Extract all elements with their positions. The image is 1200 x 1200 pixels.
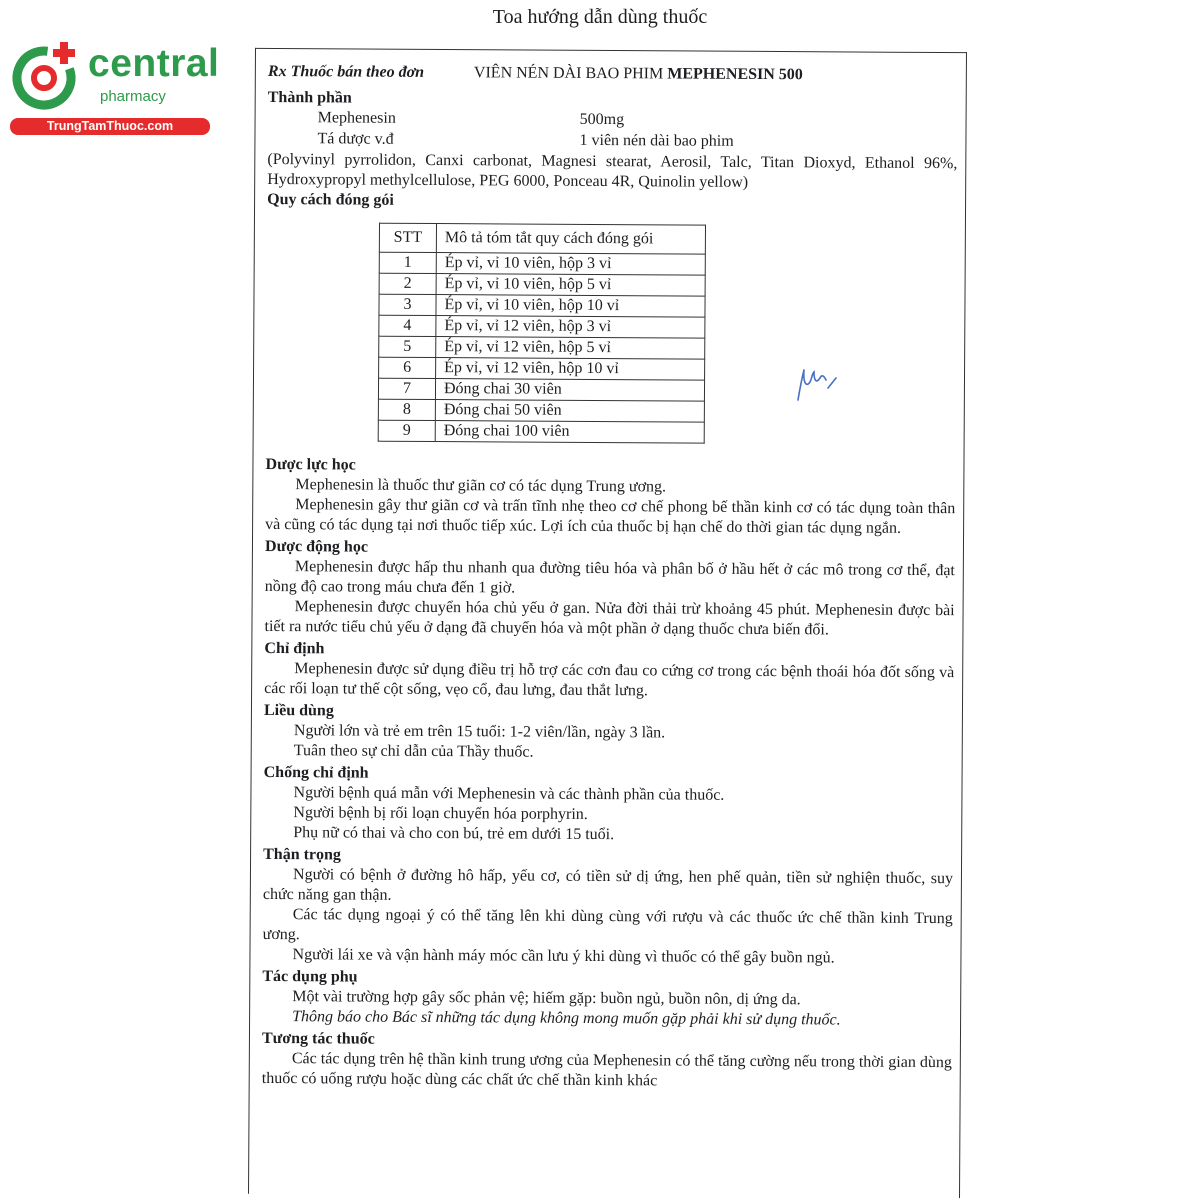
table-cell-desc: Đóng chai 100 viên [435, 421, 704, 444]
leaflet-content [262, 62, 958, 1093]
ingredient-amount: 500mg [579, 110, 625, 129]
product-brand: MEPHENESIN 500 [667, 65, 803, 84]
table-cell-desc: Đóng chai 50 viên [435, 400, 704, 423]
paragraph: Mephenesin được sử dụng điều trị hỗ trợ các cơn đau co cứng cơ trong các bệnh thoái hóa đốt sống và các rối loạn tư thế cột sống, vẹo cổ, đau lưng, đau thắt lưng. [264, 660, 955, 700]
table-row [379, 252, 705, 275]
paragraph: Người bệnh quá mẫn với Mephenesin và các thành phần của thuốc. [293, 784, 725, 804]
paragraph: Người lớn và trẻ em trên 15 tuổi: 1-2 viên/lần, ngày 3 lần. [293, 722, 666, 742]
column-header-stt: STT [379, 223, 436, 252]
table-cell-desc: Ép vỉ, vỉ 10 viên, hộp 5 vỉ [436, 274, 705, 297]
logo-subtitle: pharmacy [100, 88, 166, 105]
interactions-heading: Tương tác thuốc [261, 1029, 375, 1048]
indications-heading: Chỉ định [264, 639, 325, 658]
composition-heading: Thành phần [267, 88, 352, 107]
table-row [379, 315, 705, 338]
table-cell-desc: Ép vỉ, vỉ 10 viên, hộp 10 vỉ [436, 295, 705, 318]
paragraph: Mephenesin được hấp thu nhanh qua đường tiêu hóa và phân bố ở hầu hết ở các mô trong cơ thể, đạt nồng độ cao trong máu chưa đến 1 giờ. [264, 558, 955, 597]
table-cell-desc: Ép vỉ, vỉ 12 viên, hộp 5 vỉ [436, 337, 705, 360]
product-name [474, 63, 803, 85]
table-cell-stt: 5 [379, 336, 436, 357]
packaging-heading: Quy cách đóng gói [267, 190, 394, 209]
brand-logo[interactable] [10, 38, 220, 138]
table-row [378, 399, 704, 422]
table-row [379, 357, 705, 380]
logo-url[interactable]: TrungTamThuoc.com [10, 118, 210, 135]
paragraph: Người lái xe và vận hành máy móc cần lưu ý khi dùng vì thuốc có thể gây buồn ngủ. [292, 946, 835, 967]
packaging-table [378, 223, 706, 444]
table-cell-desc: Ép vỉ, vỉ 10 viên, hộp 3 vỉ [436, 253, 705, 276]
paragraph: Mephenesin là thuốc thư giãn cơ có tác dụng Trung ương. [295, 476, 667, 496]
column-header-desc: Mô tả tóm tắt quy cách đóng gói [436, 224, 705, 255]
paragraph: Người có bệnh ở đường hô hấp, yếu cơ, có tiền sử dị ứng, hen phế quản, tiền sử nghiện thuốc, suy chức năng gan thận. [262, 866, 954, 904]
table-cell-stt: 6 [379, 357, 436, 378]
paragraph: Tuân theo sự chỉ dẫn của Thầy thuốc. [293, 742, 534, 761]
page-title: Toa hướng dẫn dùng thuốc [492, 6, 708, 28]
table-row [379, 273, 705, 296]
paragraph: Các tác dụng ngoại ý có thể tăng lên khi dùng cùng với rượu và các thuốc ức chế thần kinh Trung ương. [262, 906, 953, 944]
ingredient-name: Mephenesin [317, 109, 396, 127]
ingredient-amount: 1 viên nén dài bao phim [579, 131, 734, 150]
table-cell-stt: 4 [379, 315, 436, 336]
paragraph: Người bệnh bị rối loạn chuyển hóa porphyrin. [293, 804, 588, 823]
pharmacodynamics-heading: Dược lực học [265, 455, 356, 474]
excipients-text: (Polyvinyl pyrrolidon, Canxi carbonat, Magnesi stearat, Aerosil, Talc, Titan Dioxyd, Ethanol 96%, Hydroxypropyl methylcellulose, PEG 6000, Ponceau 4R, Quinolin yellow) [267, 150, 958, 191]
table-cell-stt: 9 [378, 420, 435, 441]
table-row [378, 378, 704, 401]
contraindications-heading: Chống chỉ định [263, 763, 369, 782]
table-cell-desc: Ép vỉ, vỉ 12 viên, hộp 10 vỉ [436, 358, 705, 381]
table-cell-stt: 1 [379, 252, 436, 273]
table-row [379, 294, 705, 317]
paragraph: Thông báo cho Bác sĩ những tác dụng không mong muốn gặp phải khi sử dụng thuốc. [292, 1008, 841, 1029]
paragraph: Phụ nữ có thai và cho con bú, trẻ em dưới 15 tuổi. [293, 824, 615, 844]
ingredient-name: Tá dược v.đ [317, 130, 394, 148]
pharmacokinetics-heading: Dược động học [264, 537, 369, 556]
table-cell-stt: 2 [379, 273, 436, 294]
ingredient-row [267, 129, 957, 154]
table-header-row [379, 223, 705, 254]
logo-name: central [88, 42, 220, 85]
dosage-heading: Liều dùng [263, 701, 334, 720]
table-cell-stt: 3 [379, 294, 436, 315]
side-effects-heading: Tác dụng phụ [262, 967, 358, 986]
paragraph: Các tác dụng trên hệ thần kinh trung ương của Mephenesin có thể tăng cường nếu trong thời gian dùng thuốc có uống rượu hoặc dùng các chất ức chế thần kinh khác [261, 1050, 952, 1090]
table-cell-desc: Ép vỉ, vỉ 12 viên, hộp 3 vỉ [436, 316, 705, 339]
table-cell-stt: 8 [378, 399, 435, 420]
precautions-heading: Thận trọng [263, 845, 342, 864]
table-row [379, 336, 705, 359]
leaflet-header [268, 62, 958, 92]
prescription-label: Rx Thuốc bán theo đơn [267, 62, 425, 81]
product-form: VIÊN NÉN DÀI BAO PHIM [473, 64, 664, 83]
central-pharmacy-logo-icon [10, 40, 80, 110]
paragraph: Một vài trường hợp gây sốc phản vệ; hiếm gặp: buồn ngủ, buồn nôn, dị ứng da. [292, 988, 801, 1009]
table-cell-desc: Đóng chai 30 viên [435, 379, 704, 402]
table-cell-stt: 7 [378, 378, 435, 399]
table-row [378, 420, 704, 443]
paragraph: Mephenesin được chuyển hóa chủ yếu ở gan. Nửa đời thải trừ khoảng 45 phút. Mephenesin được bài tiết ra nước tiểu chủ yếu ở dạng đã chuyển hóa và một phần ở dạng thuốc chưa biến đổi. [264, 598, 955, 639]
paragraph: Mephenesin gây thư giãn cơ và trấn tĩnh nhẹ theo cơ chế phong bế thần kinh cơ có tác dụng toàn thân và cũng có tác dụng tại nơi thuốc tiếp xúc. Lợi ích của thuốc bị hạn chế do thời gian tác dụng ngắn. [265, 496, 956, 537]
